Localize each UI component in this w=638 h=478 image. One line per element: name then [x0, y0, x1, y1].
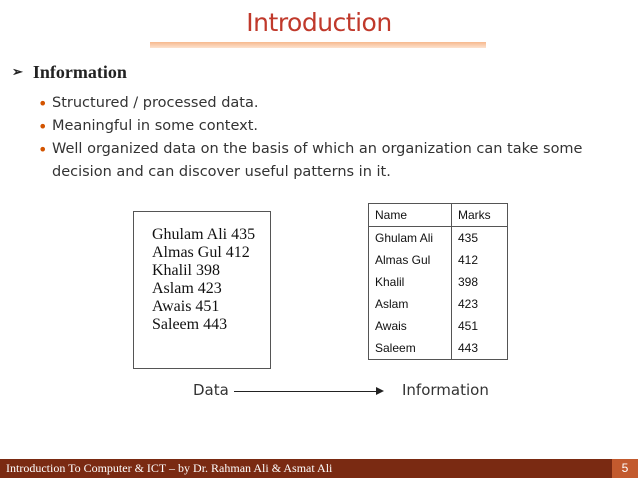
information-table	[368, 203, 508, 360]
table-row	[369, 271, 508, 293]
section-heading	[12, 62, 127, 83]
data-line: Aslam 423	[152, 280, 222, 297]
title-underline	[150, 42, 486, 48]
table-row	[369, 293, 508, 315]
header-marks: Marks	[452, 204, 508, 227]
cell-marks: 435	[452, 227, 508, 250]
footer-text: Introduction To Computer & ICT – by Dr. Rahman Ali & Asmat Ali	[6, 461, 333, 475]
header-name: Name	[369, 204, 452, 227]
cell-marks: 398	[452, 271, 508, 293]
data-label: Data	[193, 381, 229, 399]
cell-name: Aslam	[369, 293, 452, 315]
table-row	[369, 337, 508, 360]
cell-name: Awais	[369, 315, 452, 337]
raw-data-box	[133, 211, 271, 369]
data-line: Khalil 398	[152, 262, 220, 279]
cell-name: Saleem	[369, 337, 452, 360]
data-line: Saleem 443	[152, 316, 228, 333]
conversion-arrow-line	[234, 391, 378, 392]
bullet-item: • Structured / processed data.	[38, 92, 598, 115]
bullet-item: • Well organized data on the basis of which an organization can take some decision and can discover useful patterns in it.	[38, 138, 598, 184]
cell-name: Khalil	[369, 271, 452, 293]
bullet-list	[38, 92, 598, 184]
footer-bar	[0, 459, 638, 478]
cell-name: Almas Gul	[369, 249, 452, 271]
cell-name: Ghulam Ali	[369, 227, 452, 250]
page-number: 5	[612, 459, 638, 478]
slide-title: Introduction	[246, 8, 392, 37]
table-row	[369, 315, 508, 337]
data-line: Ghulam Ali 435	[152, 226, 256, 243]
cell-marks: 451	[452, 315, 508, 337]
data-line: Awais 451	[152, 298, 220, 315]
bullet-item: • Meaningful in some context.	[38, 115, 598, 138]
arrow-bullet-icon: ➢	[12, 64, 23, 79]
information-label: Information	[402, 381, 489, 399]
data-line: Almas Gul 412	[152, 244, 250, 261]
cell-marks: 423	[452, 293, 508, 315]
heading-text: Information	[32, 62, 127, 82]
cell-marks: 412	[452, 249, 508, 271]
arrow-right-icon	[376, 387, 384, 395]
cell-marks: 443	[452, 337, 508, 360]
table-row	[369, 227, 508, 250]
table-row	[369, 249, 508, 271]
